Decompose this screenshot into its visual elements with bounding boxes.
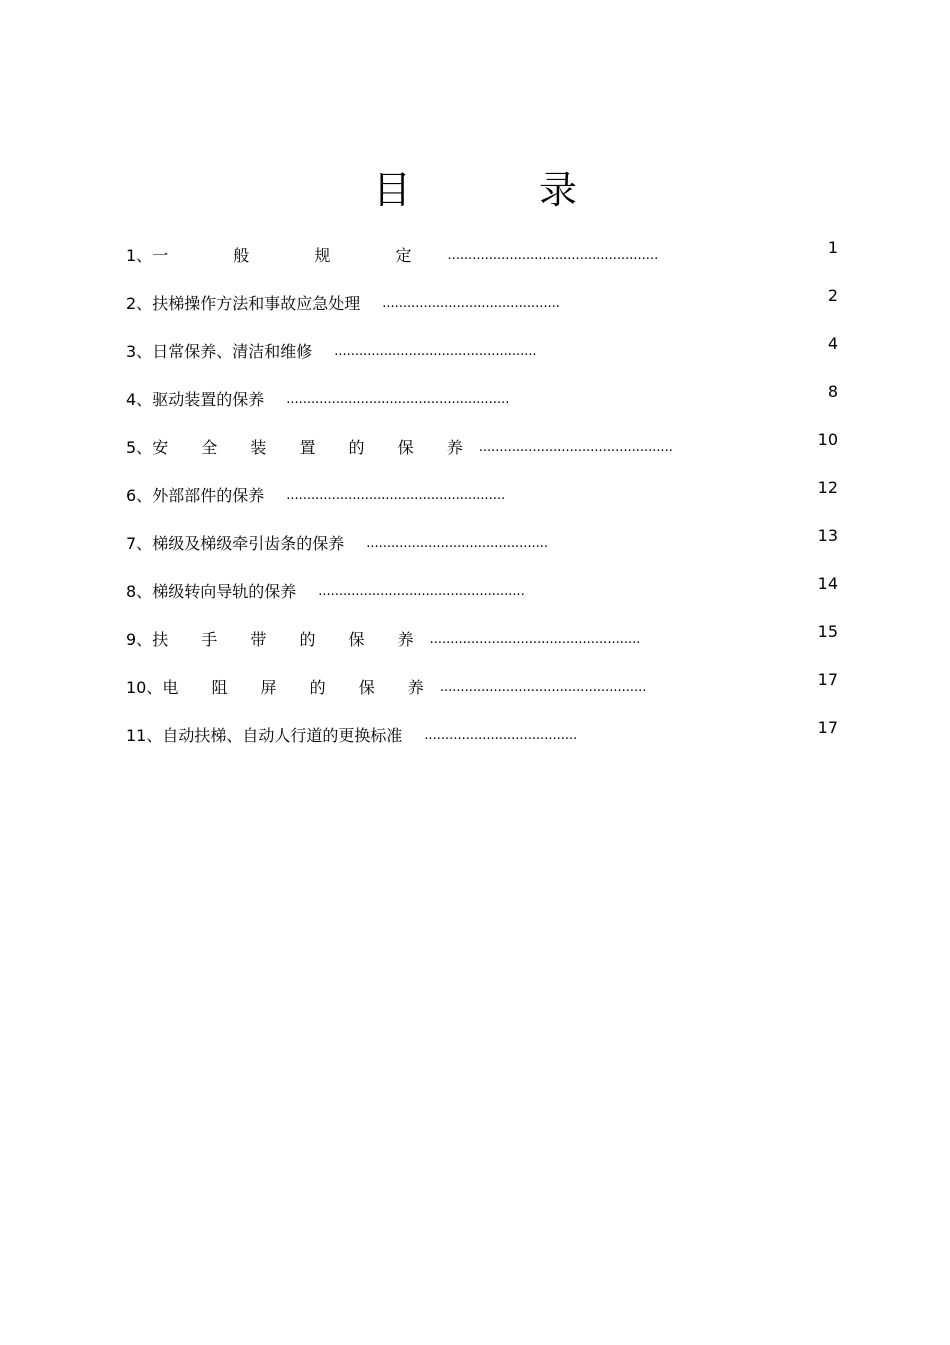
toc-entry-leader-dots: ................................................... [429,632,641,647]
toc-entry-leader-dots: ................................................... [447,248,659,263]
toc-entry-page-number: 8 [827,382,838,401]
toc-entry-page-number: 2 [827,286,838,305]
toc-entry-number: 5、 [126,438,153,457]
toc-title: 目 录 [372,168,636,212]
toc-entry-page-number: 17 [817,718,838,737]
toc-entry-number: 2、 [126,294,153,313]
toc-entry-label: 驱动装置的保养 [152,390,265,409]
toc-list [126,232,838,760]
toc-entry-page-number: 1 [827,238,838,257]
toc-entry[interactable] [126,616,838,664]
toc-entry-label: 扶 手 带 的 保 养 [152,630,428,649]
toc-entry-page-number: 13 [817,526,838,545]
toc-entry-label: 电 阻 屏 的 保 养 [162,678,438,697]
toc-entry-number: 7、 [126,534,153,553]
toc-entry-leader-dots: ..................................... [424,728,578,743]
toc-entry[interactable] [126,280,838,328]
toc-entry-leader-dots: ..................................................... [286,488,506,503]
toc-entry-leader-dots: ........................................... [382,296,560,311]
toc-entry-label: 外部部件的保养 [152,486,265,505]
toc-entry-label: 梯级转向导轨的保养 [152,582,297,601]
toc-entry-number: 9、 [126,630,153,649]
toc-entry-leader-dots: ............................................ [366,536,549,551]
toc-entry-page-number: 17 [817,670,838,689]
toc-entry-label: 扶梯操作方法和事故应急处理 [152,294,361,313]
toc-entry-label: 日常保养、清洁和维修 [152,342,313,361]
toc-entry-leader-dots: ................................................. [334,344,537,359]
toc-entry-number: 11、 [126,726,163,745]
toc-entry-label: 梯级及梯级牵引齿条的保养 [152,534,345,553]
toc-entry-label: 自动扶梯、自动人行道的更换标准 [162,726,403,745]
toc-entry-label: 一 般 规 定 [152,246,442,265]
toc-entry[interactable] [126,232,838,280]
toc-entry-number: 3、 [126,342,153,361]
toc-entry-leader-dots: .................................................. [318,584,525,599]
toc-entry[interactable] [126,712,838,760]
toc-entry-page-number: 4 [827,334,838,353]
toc-entry-page-number: 10 [817,430,838,449]
toc-entry-number: 6、 [126,486,153,505]
toc-entry-page-number: 15 [817,622,838,641]
toc-entry-number: 4、 [126,390,153,409]
toc-entry[interactable] [126,424,838,472]
toc-entry-leader-dots: ............................................... [478,440,673,455]
toc-entry-leader-dots: .................................................. [439,680,647,695]
toc-entry-page-number: 14 [817,574,838,593]
toc-entry-number: 1、 [126,246,153,265]
toc-entry[interactable] [126,664,838,712]
toc-entry-number: 8、 [126,582,153,601]
toc-entry-number: 10、 [126,678,163,697]
toc-entry-leader-dots: ...................................................... [286,392,510,407]
toc-entry[interactable] [126,568,838,616]
toc-entry[interactable] [126,376,838,424]
toc-entry-label: 安 全 装 置 的 保 养 [152,438,477,457]
toc-entry[interactable] [126,328,838,376]
toc-entry-page-number: 12 [817,478,838,497]
toc-entry[interactable] [126,520,838,568]
toc-entry[interactable] [126,472,838,520]
